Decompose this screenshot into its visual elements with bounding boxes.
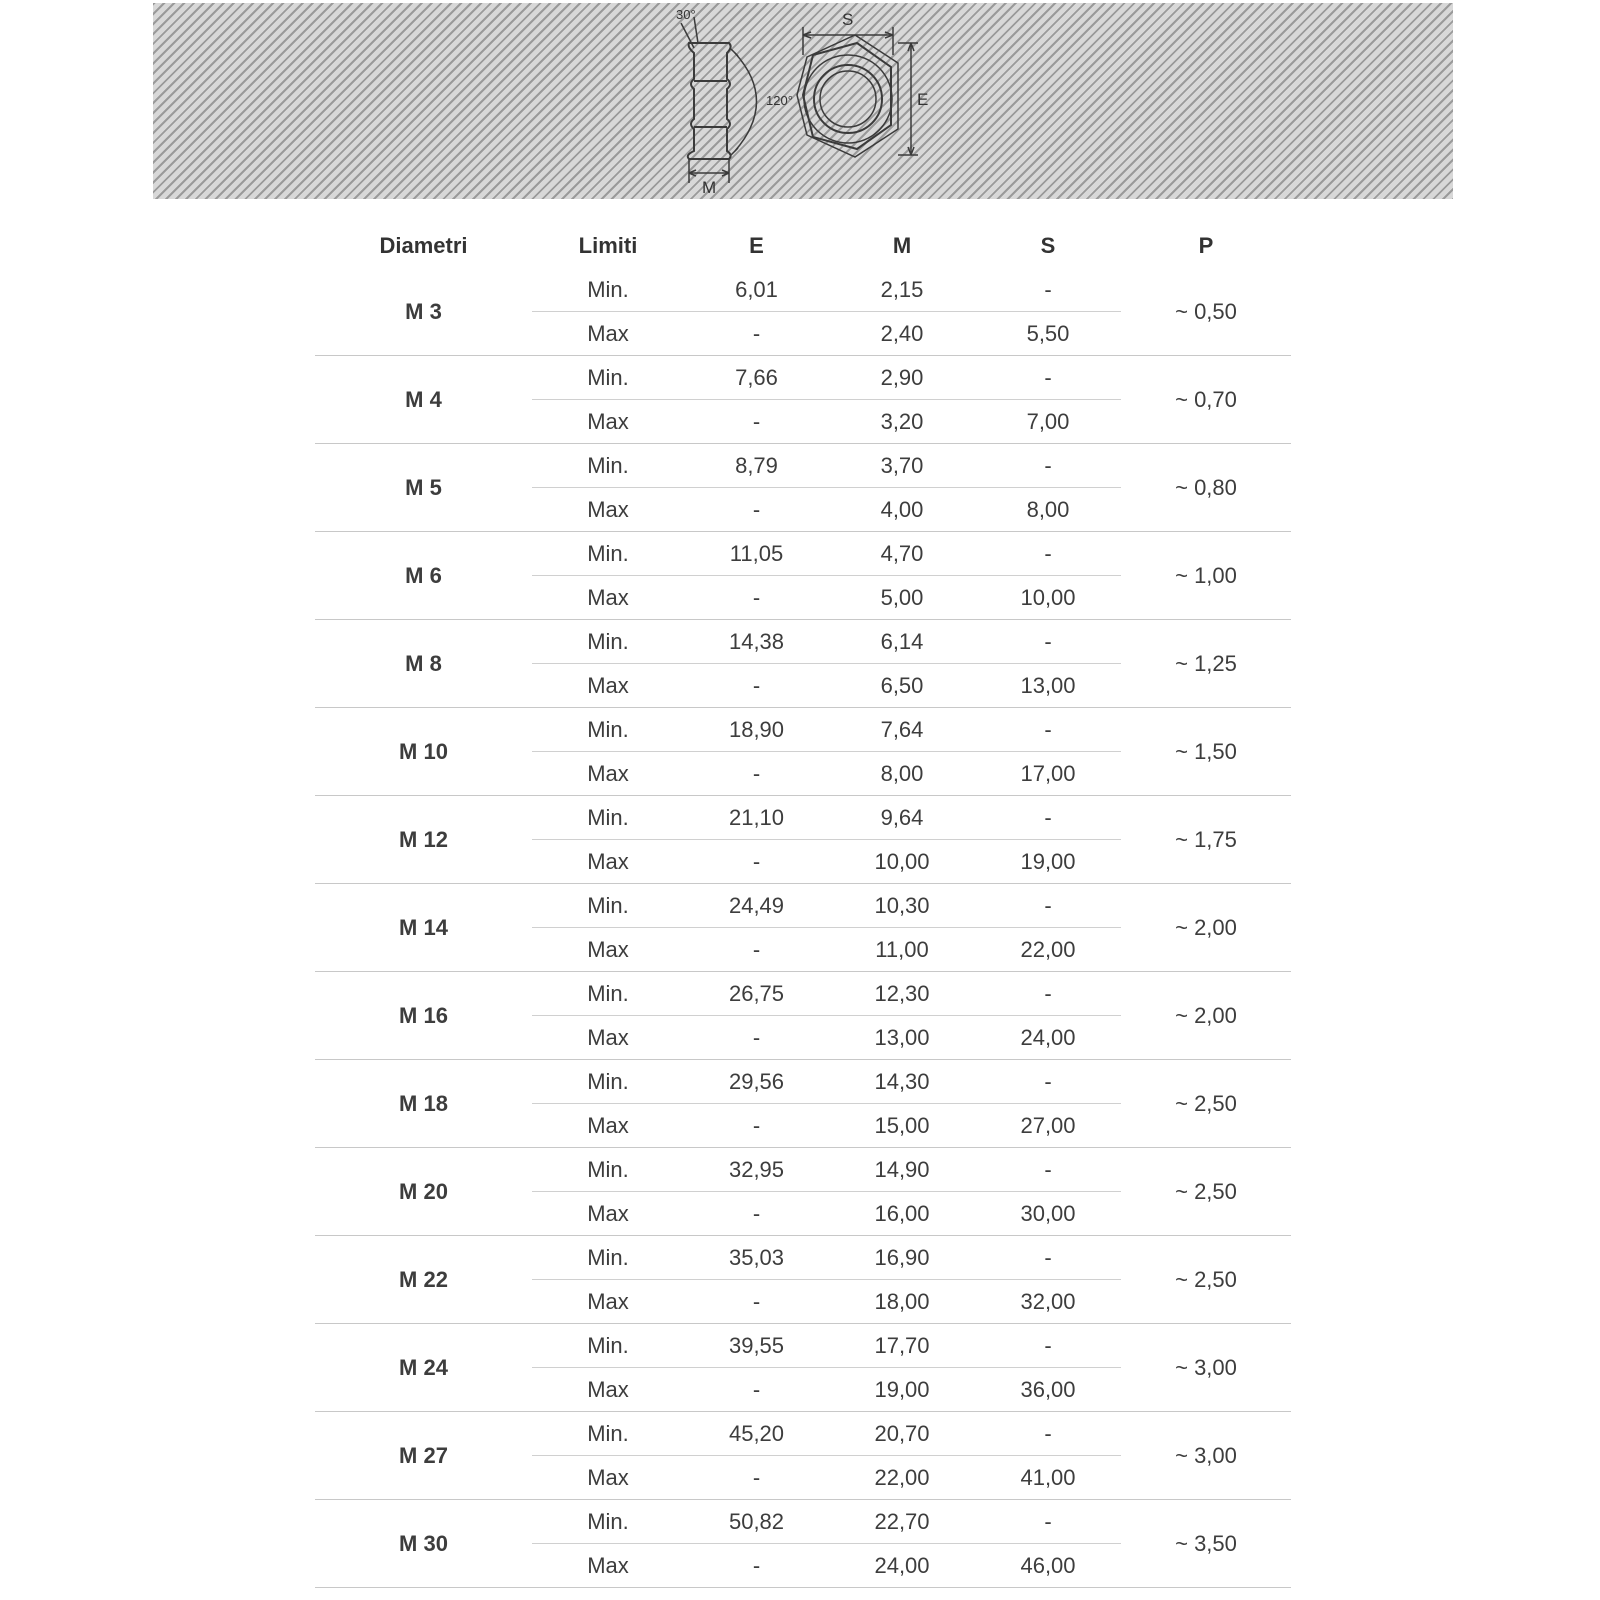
e-cell: - <box>684 1456 829 1500</box>
s-cell: - <box>975 620 1121 664</box>
m-cell: 4,70 <box>829 532 975 576</box>
nut-top-view <box>797 27 918 157</box>
table-row-min <box>315 1148 1291 1192</box>
m-cell: 8,00 <box>829 752 975 796</box>
m-cell: 4,00 <box>829 488 975 532</box>
s-cell: - <box>975 1148 1121 1192</box>
s-cell: 17,00 <box>975 752 1121 796</box>
s-cell: 24,00 <box>975 1016 1121 1060</box>
s-cell: 32,00 <box>975 1280 1121 1324</box>
table-row-min <box>315 620 1291 664</box>
limit-cell: Min. <box>532 1060 684 1104</box>
e-cell: 18,90 <box>684 708 829 752</box>
e-cell: 21,10 <box>684 796 829 840</box>
s-cell: - <box>975 444 1121 488</box>
table-row-min <box>315 1412 1291 1456</box>
table-row-min <box>315 1236 1291 1280</box>
s-cell: 27,00 <box>975 1104 1121 1148</box>
s-cell: 19,00 <box>975 840 1121 884</box>
pitch-cell: ~ 3,00 <box>1121 1412 1291 1500</box>
m-cell: 22,70 <box>829 1500 975 1544</box>
apex-angle-label: 120° <box>766 93 793 108</box>
table-row-min <box>315 884 1291 928</box>
m-cell: 9,64 <box>829 796 975 840</box>
limit-cell: Max <box>532 488 684 532</box>
m-cell: 15,00 <box>829 1104 975 1148</box>
e-cell: - <box>684 576 829 620</box>
s-cell: 8,00 <box>975 488 1121 532</box>
table-row-min <box>315 1324 1291 1368</box>
diameter-cell: M 27 <box>315 1412 532 1500</box>
e-cell: 39,55 <box>684 1324 829 1368</box>
limit-cell: Min. <box>532 268 684 312</box>
pitch-cell: ~ 2,50 <box>1121 1236 1291 1324</box>
limit-cell: Max <box>532 1456 684 1500</box>
limit-cell: Max <box>532 1544 684 1588</box>
m-cell: 10,30 <box>829 884 975 928</box>
e-cell: 14,38 <box>684 620 829 664</box>
m-cell: 2,90 <box>829 356 975 400</box>
limit-cell: Max <box>532 928 684 972</box>
hex-nut-diagram <box>153 3 1453 199</box>
s-cell: - <box>975 1324 1121 1368</box>
limit-cell: Max <box>532 1016 684 1060</box>
diameter-cell: M 22 <box>315 1236 532 1324</box>
s-cell: - <box>975 708 1121 752</box>
s-cell: 36,00 <box>975 1368 1121 1412</box>
e-cell: 11,05 <box>684 532 829 576</box>
m-dimension-label: M <box>702 178 717 197</box>
s-cell: 30,00 <box>975 1192 1121 1236</box>
table-row-min <box>315 796 1291 840</box>
table-row-min <box>315 708 1291 752</box>
diameter-cell: M 8 <box>315 620 532 708</box>
limit-cell: Min. <box>532 1148 684 1192</box>
diameter-cell: M 30 <box>315 1500 532 1588</box>
e-cell: - <box>684 664 829 708</box>
diameter-cell: M 12 <box>315 796 532 884</box>
e-cell: - <box>684 1192 829 1236</box>
pitch-cell: ~ 0,70 <box>1121 356 1291 444</box>
pitch-cell: ~ 1,00 <box>1121 532 1291 620</box>
pitch-cell: ~ 2,50 <box>1121 1060 1291 1148</box>
s-cell: - <box>975 796 1121 840</box>
m-cell: 2,40 <box>829 312 975 356</box>
limit-cell: Max <box>532 664 684 708</box>
m-cell: 10,00 <box>829 840 975 884</box>
m-cell: 11,00 <box>829 928 975 972</box>
s-cell: - <box>975 1500 1121 1544</box>
limit-cell: Min. <box>532 444 684 488</box>
e-cell: - <box>684 1104 829 1148</box>
s-cell: - <box>975 1060 1121 1104</box>
e-cell: - <box>684 1016 829 1060</box>
e-cell: 32,95 <box>684 1148 829 1192</box>
m-cell: 2,15 <box>829 268 975 312</box>
e-cell: 6,01 <box>684 268 829 312</box>
diameter-cell: M 3 <box>315 268 532 356</box>
table-row-min <box>315 356 1291 400</box>
s-cell: 22,00 <box>975 928 1121 972</box>
pitch-cell: ~ 1,75 <box>1121 796 1291 884</box>
limit-cell: Max <box>532 752 684 796</box>
limit-cell: Max <box>532 576 684 620</box>
e-cell: - <box>684 752 829 796</box>
e-cell: - <box>684 1368 829 1412</box>
m-cell: 3,20 <box>829 400 975 444</box>
diameter-cell: M 16 <box>315 972 532 1060</box>
diameter-cell: M 5 <box>315 444 532 532</box>
m-cell: 17,70 <box>829 1324 975 1368</box>
m-cell: 13,00 <box>829 1016 975 1060</box>
pitch-cell: ~ 2,50 <box>1121 1148 1291 1236</box>
table-body <box>315 268 1291 1588</box>
table-row-min <box>315 972 1291 1016</box>
header-diametri: Diametri <box>379 233 468 258</box>
header-s: S <box>1040 233 1056 258</box>
s-cell: - <box>975 356 1121 400</box>
s-cell: 5,50 <box>975 312 1121 356</box>
limit-cell: Min. <box>532 356 684 400</box>
m-cell: 24,00 <box>829 1544 975 1588</box>
limit-cell: Max <box>532 1192 684 1236</box>
limit-cell: Max <box>532 312 684 356</box>
table-row-min <box>315 1060 1291 1104</box>
m-cell: 16,90 <box>829 1236 975 1280</box>
header-e: E <box>749 233 764 258</box>
m-cell: 6,50 <box>829 664 975 708</box>
pitch-cell: ~ 3,50 <box>1121 1500 1291 1588</box>
limit-cell: Min. <box>532 884 684 928</box>
limit-cell: Min. <box>532 532 684 576</box>
header-limiti: Limiti <box>578 233 638 258</box>
limit-cell: Min. <box>532 1236 684 1280</box>
e-cell: 7,66 <box>684 356 829 400</box>
m-cell: 7,64 <box>829 708 975 752</box>
s-cell: - <box>975 268 1121 312</box>
e-cell: - <box>684 312 829 356</box>
s-cell: 41,00 <box>975 1456 1121 1500</box>
limit-cell: Max <box>532 840 684 884</box>
e-cell: 8,79 <box>684 444 829 488</box>
m-cell: 14,30 <box>829 1060 975 1104</box>
e-cell: - <box>684 1280 829 1324</box>
diameter-cell: M 20 <box>315 1148 532 1236</box>
limit-cell: Min. <box>532 1324 684 1368</box>
table-row-min <box>315 444 1291 488</box>
header-banner <box>153 3 1453 199</box>
pitch-cell: ~ 3,00 <box>1121 1324 1291 1412</box>
e-cell: 29,56 <box>684 1060 829 1104</box>
limit-cell: Max <box>532 400 684 444</box>
s-cell: 13,00 <box>975 664 1121 708</box>
m-cell: 20,70 <box>829 1412 975 1456</box>
e-cell: 35,03 <box>684 1236 829 1280</box>
pitch-cell: ~ 2,00 <box>1121 884 1291 972</box>
limit-cell: Min. <box>532 796 684 840</box>
s-cell: 10,00 <box>975 576 1121 620</box>
e-cell: - <box>684 400 829 444</box>
limit-cell: Min. <box>532 708 684 752</box>
s-cell: 46,00 <box>975 1544 1121 1588</box>
e-cell: 50,82 <box>684 1500 829 1544</box>
limit-cell: Min. <box>532 972 684 1016</box>
pitch-cell: ~ 1,25 <box>1121 620 1291 708</box>
pitch-cell: ~ 2,00 <box>1121 972 1291 1060</box>
m-cell: 16,00 <box>829 1192 975 1236</box>
header-m: M <box>892 233 912 258</box>
e-cell: - <box>684 1544 829 1588</box>
s-dimension-label: S <box>842 10 854 29</box>
s-cell: - <box>975 972 1121 1016</box>
e-cell: 24,49 <box>684 884 829 928</box>
limit-cell: Max <box>532 1280 684 1324</box>
e-cell: - <box>684 928 829 972</box>
e-cell: 45,20 <box>684 1412 829 1456</box>
s-cell: - <box>975 1412 1121 1456</box>
m-cell: 3,70 <box>829 444 975 488</box>
m-cell: 18,00 <box>829 1280 975 1324</box>
diameter-cell: M 18 <box>315 1060 532 1148</box>
diameter-cell: M 10 <box>315 708 532 796</box>
pitch-cell: ~ 0,50 <box>1121 268 1291 356</box>
e-cell: 26,75 <box>684 972 829 1016</box>
table-row-min <box>315 1500 1291 1544</box>
m-cell: 19,00 <box>829 1368 975 1412</box>
diameter-cell: M 6 <box>315 532 532 620</box>
e-cell: - <box>684 488 829 532</box>
pitch-cell: ~ 1,50 <box>1121 708 1291 796</box>
table-row-min <box>315 268 1291 312</box>
limit-cell: Max <box>532 1104 684 1148</box>
s-cell: - <box>975 532 1121 576</box>
m-cell: 14,90 <box>829 1148 975 1192</box>
e-dimension-label: E <box>917 90 929 109</box>
angle-label: 30° <box>676 7 696 22</box>
diameter-cell: M 24 <box>315 1324 532 1412</box>
m-cell: 6,14 <box>829 620 975 664</box>
nut-dimensions-table <box>315 224 1291 1588</box>
header-p: P <box>1198 233 1214 258</box>
limit-cell: Max <box>532 1368 684 1412</box>
s-cell: - <box>975 884 1121 928</box>
limit-cell: Min. <box>532 1500 684 1544</box>
s-cell: - <box>975 1236 1121 1280</box>
table-row-min <box>315 532 1291 576</box>
table-header-row <box>315 224 1291 268</box>
e-cell: - <box>684 840 829 884</box>
diameter-cell: M 14 <box>315 884 532 972</box>
nut-side-view <box>681 17 757 183</box>
s-cell: 7,00 <box>975 400 1121 444</box>
pitch-cell: ~ 0,80 <box>1121 444 1291 532</box>
m-cell: 12,30 <box>829 972 975 1016</box>
m-cell: 5,00 <box>829 576 975 620</box>
m-cell: 22,00 <box>829 1456 975 1500</box>
limit-cell: Min. <box>532 1412 684 1456</box>
diameter-cell: M 4 <box>315 356 532 444</box>
limit-cell: Min. <box>532 620 684 664</box>
